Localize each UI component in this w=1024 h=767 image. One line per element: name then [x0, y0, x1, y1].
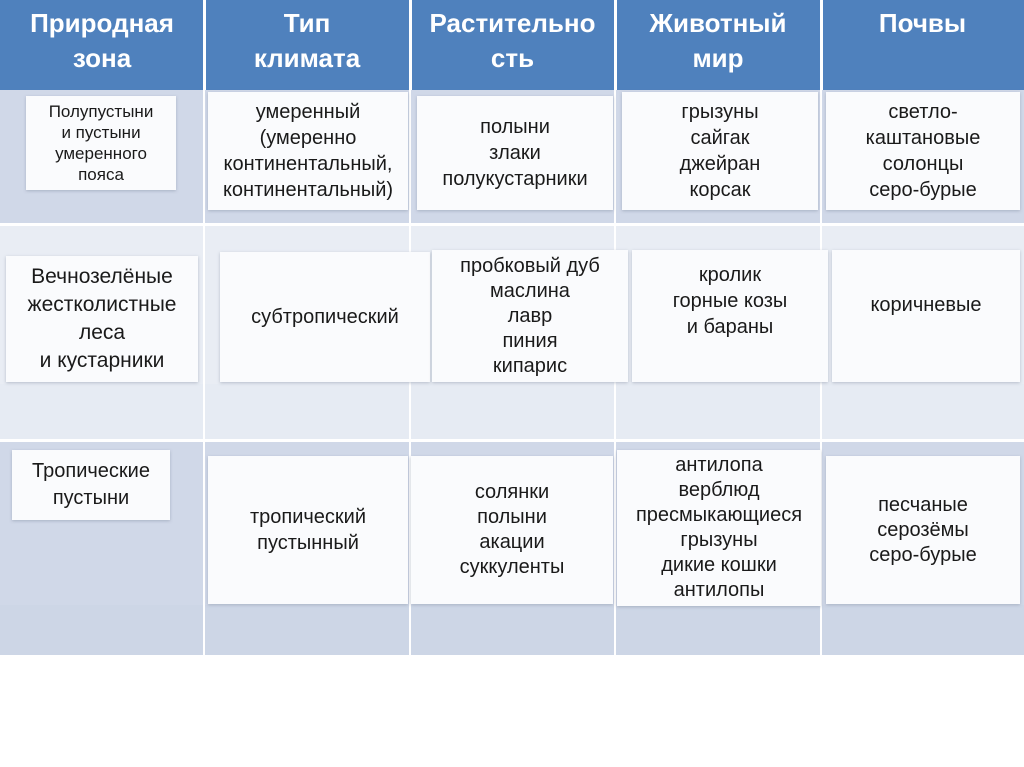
cell-line: Тропические [32, 460, 150, 482]
cell-line: горные козы [672, 290, 788, 312]
cell-line: жестколистные [27, 293, 177, 316]
cell-line: пустынный [257, 532, 359, 554]
row-2-fauna [632, 250, 828, 382]
row-1-climate [208, 92, 408, 210]
header-soil-line-1: Почвы [878, 8, 967, 38]
cell-line: и бараны [686, 316, 774, 338]
cell-line: антилопа [675, 454, 763, 476]
cell-line: континентальный, [223, 153, 393, 175]
cell-line: солянки [474, 481, 550, 503]
row-divider [0, 223, 1024, 226]
header-vegetation [410, 0, 615, 90]
header-zone-line-1: Природная [30, 8, 174, 38]
row-2-vegetation [432, 250, 628, 382]
cell-line: песчаные [878, 493, 968, 516]
row-3-soil [826, 456, 1020, 604]
header-fauna-line-1: Животный [649, 8, 787, 38]
cell-line: коричневые [870, 294, 982, 316]
row-3-fauna [617, 450, 821, 606]
cell-line: пустыни [52, 487, 130, 509]
cell-line: пояса [78, 165, 124, 184]
cell-line: и пустыни [61, 123, 141, 142]
header-divider [614, 0, 617, 90]
header-climate-line-1: Тип [283, 8, 331, 38]
cell-line: злаки [489, 142, 541, 164]
row-2-zone [6, 256, 198, 382]
cell-line: серо-бурые [869, 543, 977, 566]
header-soil [821, 0, 1024, 90]
cell-line: солонцы [882, 153, 964, 175]
cell-line: корсак [689, 179, 751, 201]
cell-line: и кустарники [39, 349, 165, 372]
cell-line: грызуны [680, 529, 758, 551]
cell-line: лавр [507, 304, 553, 327]
cell-line: антилопы [673, 579, 765, 601]
cell-line: дикие кошки [661, 554, 777, 576]
header-divider [203, 0, 206, 90]
cell-line: умеренный [255, 101, 361, 123]
cell-line: светло- [888, 101, 958, 123]
row-divider [0, 439, 1024, 442]
cell-line: верблюд [678, 479, 760, 501]
cell-line: кролик [698, 264, 762, 286]
header-fauna-line-2: мир [692, 43, 744, 73]
row-2b-band [0, 384, 1024, 440]
header-fauna [615, 0, 821, 90]
row-3b-band [0, 605, 1024, 655]
header-divider [820, 0, 823, 90]
cell-line: леса [78, 321, 126, 344]
cell-line: серо-бурые [869, 179, 977, 201]
row-1-soil [826, 92, 1020, 210]
row-1-fauna [622, 92, 818, 210]
cell-line: (умеренно [259, 127, 357, 149]
cell-line: кипарис [492, 354, 568, 377]
header-zone [0, 0, 204, 90]
row-3-climate [208, 456, 408, 604]
cell-line: джейран [679, 153, 761, 175]
row-2-climate [220, 252, 430, 382]
cell-line: Полупустыни [48, 102, 154, 121]
cell-line: каштановые [865, 127, 981, 149]
cell-line: акации [479, 531, 545, 553]
cell-line: суккуленты [459, 556, 565, 578]
header-climate [204, 0, 410, 90]
cell-line: полукустарники [442, 168, 588, 190]
cell-line: тропический [249, 506, 367, 528]
row-3-zone [12, 450, 170, 520]
cell-line: пиния [502, 329, 558, 352]
header-vegetation-line-1: Растительно [429, 8, 596, 38]
header-vegetation-line-2: сть [490, 43, 535, 73]
cell-line: полыни [480, 116, 550, 138]
header-climate-line-2: климата [253, 43, 361, 73]
cell-line: Вечнозелёные [31, 265, 173, 288]
cell-line: пресмыкающиеся [635, 504, 803, 526]
cell-line: полыни [477, 506, 547, 528]
cell-line: субтропический [251, 306, 399, 328]
row-1-vegetation [417, 96, 613, 210]
row-1-zone [26, 96, 176, 190]
cell-line: пробковый дуб [460, 254, 600, 277]
cell-line: континентальный) [222, 179, 394, 201]
header-divider [409, 0, 412, 90]
header-zone-line-2: зона [72, 43, 132, 73]
cell-line: сайгак [690, 127, 750, 149]
cell-line: маслина [490, 279, 570, 302]
row-3-vegetation [411, 456, 613, 604]
column-divider [203, 90, 205, 655]
cell-line: умеренного [55, 144, 147, 163]
cell-line: грызуны [681, 101, 759, 123]
row-2-soil [832, 250, 1020, 382]
cell-line: серозёмы [877, 518, 969, 541]
